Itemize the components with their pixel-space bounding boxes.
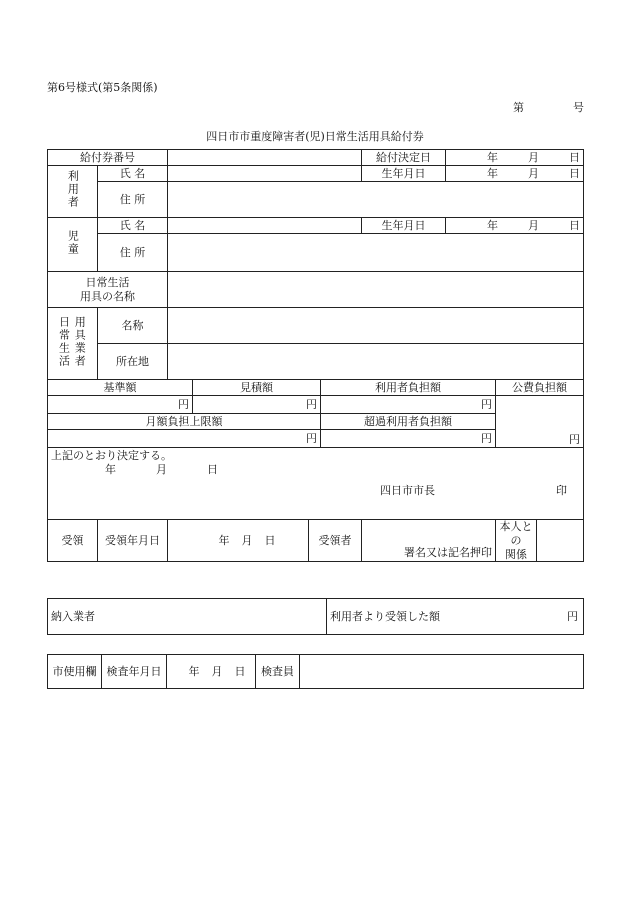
- base-amount-label: 基準額: [48, 380, 193, 396]
- user-name-label: 氏 名: [98, 166, 168, 182]
- vendor-location-value[interactable]: [168, 344, 584, 380]
- public-burden-label: 公費負担額: [496, 380, 584, 396]
- relation-label: 本人との 関係: [496, 520, 537, 562]
- receiver-signature[interactable]: 署名又は記名押印: [362, 520, 496, 562]
- decision-date[interactable]: 年 月 日: [105, 463, 218, 476]
- decision-date-label: 給付決定日: [362, 150, 446, 166]
- decision-text: 上記のとおり決定する。: [51, 449, 172, 462]
- user-section-label: 利用者: [48, 166, 98, 218]
- estimate-label: 見積額: [193, 380, 321, 396]
- number-suffix: 号: [573, 101, 584, 114]
- public-burden-value[interactable]: 円: [496, 396, 584, 448]
- receipt-date-label: 受領年月日: [98, 520, 168, 562]
- child-address-value[interactable]: [168, 234, 584, 272]
- inspection-date-label: 検査年月日: [102, 655, 167, 689]
- supplier-label[interactable]: 納入業者: [48, 599, 327, 635]
- decision-date-value[interactable]: 年 月 日: [446, 150, 584, 166]
- city-use-table: [47, 654, 584, 689]
- user-birth-label: 生年月日: [362, 166, 446, 182]
- child-address-label: 住 所: [98, 234, 168, 272]
- mayor-label: 四日市市長: [380, 484, 435, 497]
- vendor-section-label: 日常生活 用具業者: [48, 308, 98, 380]
- inspection-date-value[interactable]: 年 月 日: [167, 655, 256, 689]
- user-name-value[interactable]: [168, 166, 362, 182]
- user-burden-label: 利用者負担額: [321, 380, 496, 396]
- item-name-label: 日常生活 用具の名称: [48, 272, 168, 308]
- child-name-label: 氏 名: [98, 218, 168, 234]
- inspector-label: 検査員: [256, 655, 300, 689]
- monthly-limit-value[interactable]: 円: [48, 430, 321, 448]
- city-use-label: 市使用欄: [48, 655, 102, 689]
- page-title: 四日市市重度障害者(児)日常生活用具給付券: [206, 130, 424, 143]
- relation-value[interactable]: [537, 520, 584, 562]
- vendor-location-label: 所在地: [98, 344, 168, 380]
- excess-burden-value[interactable]: 円: [321, 430, 496, 448]
- excess-burden-label: 超過利用者負担額: [321, 414, 496, 430]
- child-name-value[interactable]: [168, 218, 362, 234]
- number-prefix: 第: [513, 101, 524, 114]
- user-address-label: 住 所: [98, 182, 168, 218]
- base-amount-value[interactable]: 円: [48, 396, 193, 414]
- vendor-name-value[interactable]: [168, 308, 584, 344]
- benefit-ticket-table: [47, 149, 584, 562]
- monthly-limit-label: 月額負担上限額: [48, 414, 321, 430]
- form-label: 第6号様式(第5条関係): [47, 81, 158, 94]
- child-birth-value[interactable]: 年 月 日: [446, 218, 584, 234]
- decision-block: [48, 448, 584, 520]
- receipt-date-value[interactable]: 年 月 日: [168, 520, 309, 562]
- child-birth-label: 生年月日: [362, 218, 446, 234]
- receiver-label: 受領者: [309, 520, 362, 562]
- receipt-label: 受領: [48, 520, 98, 562]
- item-name-value[interactable]: [168, 272, 584, 308]
- inspector-value[interactable]: [300, 655, 584, 689]
- supplier-table: [47, 598, 584, 635]
- seal-mark: 印: [556, 484, 567, 497]
- ticket-number-label: 給付券番号: [48, 150, 168, 166]
- estimate-value[interactable]: 円: [193, 396, 321, 414]
- user-address-value[interactable]: [168, 182, 584, 218]
- child-section-label: 児童: [48, 218, 98, 272]
- user-birth-value[interactable]: 年 月 日: [446, 166, 584, 182]
- user-burden-value[interactable]: 円: [321, 396, 496, 414]
- received-amount-cell[interactable]: 利用者より受領した額 円: [327, 599, 584, 635]
- ticket-number-value[interactable]: [168, 150, 362, 166]
- vendor-name-label: 名称: [98, 308, 168, 344]
